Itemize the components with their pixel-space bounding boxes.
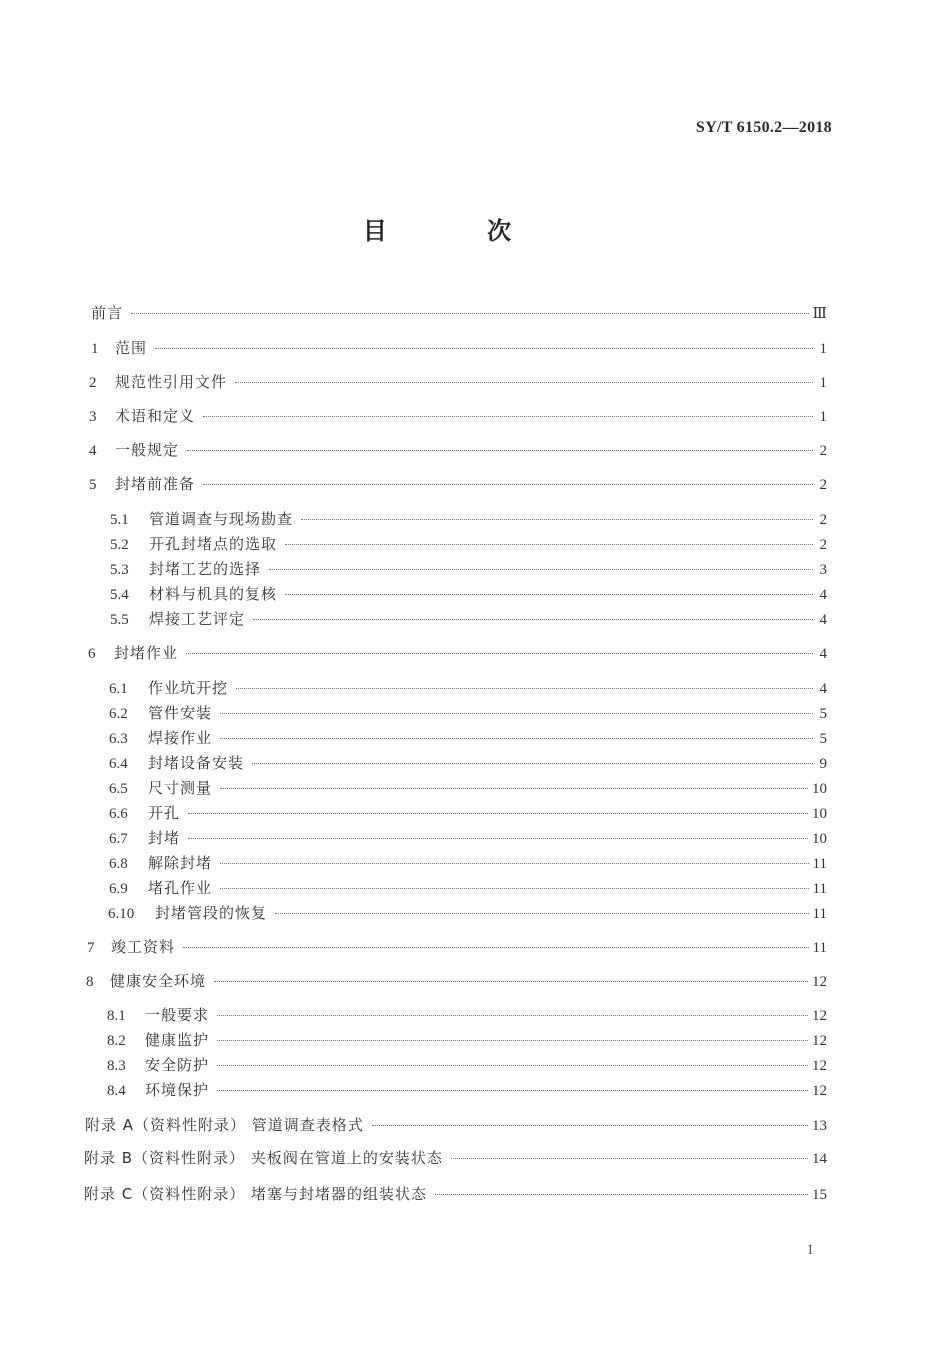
toc-label: 健康安全环境 <box>110 972 207 990</box>
dot-leader <box>203 416 813 417</box>
dot-leader <box>220 863 809 864</box>
toc-number: 1 <box>91 341 99 357</box>
toc-page: 4 <box>819 612 827 628</box>
toc-page: 4 <box>819 681 827 697</box>
toc-label: 开孔封堵点的选取 <box>149 535 278 553</box>
toc-number: 8.1 <box>107 1008 126 1024</box>
toc-entry[interactable] <box>109 878 827 898</box>
toc-entry-preface[interactable] <box>91 303 827 323</box>
toc-number: 5 <box>89 477 97 493</box>
toc-page: 12 <box>812 1058 827 1074</box>
toc-label: 附录 A（资料性附录） 管道调查表格式 <box>85 1116 364 1134</box>
dot-leader <box>188 813 808 814</box>
toc-entry[interactable] <box>109 803 827 823</box>
toc-page: 12 <box>812 974 827 990</box>
toc-label: 焊接作业 <box>148 729 213 747</box>
dot-leader <box>301 519 813 520</box>
toc-page: 4 <box>819 646 827 662</box>
toc-entry[interactable] <box>89 474 827 494</box>
toc-entry[interactable] <box>109 778 827 798</box>
toc-entry[interactable] <box>107 1055 827 1075</box>
toc-page: 3 <box>819 562 827 578</box>
toc-number: 6.2 <box>109 706 128 722</box>
toc-entry[interactable] <box>89 372 827 392</box>
dot-leader <box>435 1194 808 1195</box>
toc-page: 2 <box>819 477 827 493</box>
toc-label: 管件安装 <box>148 704 213 722</box>
toc-label: 前言 <box>91 304 124 322</box>
toc-number: 8.3 <box>107 1058 126 1074</box>
dot-leader <box>372 1125 808 1126</box>
toc-page: 5 <box>819 706 827 722</box>
toc-entry[interactable] <box>86 971 827 991</box>
toc-label: 规范性引用文件 <box>115 373 228 391</box>
toc-number: 6.10 <box>108 906 135 922</box>
toc-page: 11 <box>812 906 827 922</box>
toc-label: 安全防护 <box>145 1056 210 1074</box>
toc-label: 健康监护 <box>145 1031 210 1049</box>
toc-page: 12 <box>812 1033 827 1049</box>
toc-label: 解除封堵 <box>148 854 213 872</box>
toc-page: 10 <box>812 806 827 822</box>
toc-label: 环境保护 <box>145 1081 210 1099</box>
page-title: 目 次 <box>362 217 558 245</box>
toc-entry[interactable] <box>110 609 827 629</box>
toc-page: 2 <box>819 512 827 528</box>
toc-number: 6.9 <box>109 881 128 897</box>
toc-entry[interactable] <box>110 559 827 579</box>
dot-leader <box>236 688 813 689</box>
toc-entry[interactable] <box>110 534 827 554</box>
toc-entry-appendix-b[interactable] <box>84 1148 827 1168</box>
dot-leader <box>203 484 813 485</box>
toc-page: 11 <box>812 940 827 956</box>
toc-label: 术语和定义 <box>115 407 196 425</box>
toc-label: 一般规定 <box>115 441 180 459</box>
dot-leader <box>188 838 808 839</box>
toc-number: 5.5 <box>110 612 129 628</box>
toc-number: 8.4 <box>107 1083 126 1099</box>
toc-entry[interactable] <box>109 703 827 723</box>
toc-label: 管道调查与现场勘查 <box>149 510 294 528</box>
toc-page: 5 <box>819 731 827 747</box>
dot-leader <box>275 913 809 914</box>
toc-page: 10 <box>812 781 827 797</box>
dot-leader <box>214 981 808 982</box>
toc-number: 3 <box>89 409 97 425</box>
toc-number: 5.3 <box>110 562 129 578</box>
toc-label: 范围 <box>115 339 148 357</box>
toc-label: 竣工资料 <box>111 938 176 956</box>
toc-number: 6.4 <box>109 756 128 772</box>
dot-leader <box>220 788 808 789</box>
toc-number: 5.4 <box>110 587 129 603</box>
toc-label: 焊接工艺评定 <box>149 610 246 628</box>
toc-page: 4 <box>819 587 827 603</box>
toc-entry[interactable] <box>107 1005 827 1025</box>
toc-entry[interactable] <box>91 338 827 358</box>
toc-page: 10 <box>812 831 827 847</box>
dot-leader <box>217 1065 808 1066</box>
toc-label: 封堵工艺的选择 <box>149 560 262 578</box>
toc-page: 15 <box>812 1187 827 1203</box>
toc-entry[interactable] <box>107 1030 827 1050</box>
toc-number: 4 <box>89 443 97 459</box>
toc-label: 附录 C（资料性附录） 堵塞与封堵器的组装状态 <box>84 1185 428 1203</box>
toc-page: 2 <box>819 443 827 459</box>
dot-leader <box>285 544 813 545</box>
toc-number: 8.2 <box>107 1033 126 1049</box>
toc-label: 附录 B（资料性附录） 夹板阀在管道上的安装状态 <box>84 1149 443 1167</box>
toc-page: 1 <box>819 409 827 425</box>
toc-entry[interactable] <box>109 678 827 698</box>
dot-leader <box>183 947 809 948</box>
toc-entry[interactable] <box>87 937 827 957</box>
toc-label: 尺寸测量 <box>148 779 213 797</box>
toc-number: 6.7 <box>109 831 128 847</box>
toc-number: 2 <box>89 375 97 391</box>
toc-entry[interactable] <box>107 1080 827 1100</box>
toc-number: 6.3 <box>109 731 128 747</box>
toc-number: 8 <box>86 974 94 990</box>
standard-number: SY/T 6150.2—2018 <box>695 119 832 136</box>
page-number: I <box>808 1243 813 1258</box>
toc-label: 封堵作业 <box>114 644 179 662</box>
toc-number: 7 <box>87 940 95 956</box>
dot-leader <box>285 594 813 595</box>
toc-entry[interactable] <box>110 584 827 604</box>
toc-page: 12 <box>812 1083 827 1099</box>
toc-entry[interactable] <box>109 753 827 773</box>
dot-leader <box>269 569 813 570</box>
dot-leader <box>131 313 809 314</box>
dot-leader <box>451 1158 808 1159</box>
toc-number: 5.1 <box>110 512 129 528</box>
toc-page: 2 <box>819 537 827 553</box>
toc-label: 封堵设备安装 <box>148 754 245 772</box>
toc-number: 6.8 <box>109 856 128 872</box>
dot-leader <box>186 653 813 654</box>
toc-label: 封堵 <box>148 829 181 847</box>
dot-leader <box>253 619 813 620</box>
toc-number: 5.2 <box>110 537 129 553</box>
toc-entry[interactable] <box>110 509 827 529</box>
toc-label: 堵孔作业 <box>148 879 213 897</box>
toc-page: 13 <box>812 1118 827 1134</box>
dot-leader <box>155 348 813 349</box>
toc-page: 1 <box>819 341 827 357</box>
dot-leader <box>235 382 813 383</box>
toc-label: 一般要求 <box>145 1006 210 1024</box>
toc-number: 6.6 <box>109 806 128 822</box>
toc-entry[interactable] <box>89 406 827 426</box>
toc-entry-appendix-a[interactable] <box>85 1115 827 1135</box>
toc-label: 材料与机具的复核 <box>149 585 278 603</box>
toc-entry[interactable] <box>88 643 827 663</box>
toc-page: 9 <box>819 756 827 772</box>
toc-page: 1 <box>819 375 827 391</box>
toc-entry[interactable] <box>109 728 827 748</box>
dot-leader <box>252 763 813 764</box>
toc-number: 6 <box>88 646 96 662</box>
toc-label: 封堵前准备 <box>115 475 196 493</box>
toc-label: 开孔 <box>148 804 181 822</box>
toc-label: 作业坑开挖 <box>148 679 229 697</box>
toc-number: 6.5 <box>109 781 128 797</box>
dot-leader <box>217 1015 808 1016</box>
toc-page: 12 <box>812 1008 827 1024</box>
toc-page: 14 <box>812 1151 827 1167</box>
toc-page: 11 <box>812 881 827 897</box>
dot-leader <box>220 713 813 714</box>
dot-leader <box>220 738 813 739</box>
dot-leader <box>217 1040 808 1041</box>
toc-entry[interactable] <box>108 903 827 923</box>
toc-entry[interactable] <box>109 828 827 848</box>
toc-entry[interactable] <box>109 853 827 873</box>
dot-leader <box>220 888 809 889</box>
toc-entry[interactable] <box>89 440 827 460</box>
toc-entry-appendix-c[interactable] <box>84 1184 827 1204</box>
toc-number: 6.1 <box>109 681 128 697</box>
toc-label: 封堵管段的恢复 <box>155 904 268 922</box>
dot-leader <box>187 450 813 451</box>
toc-page: 11 <box>812 856 827 872</box>
dot-leader <box>217 1090 808 1091</box>
toc-page: Ⅲ <box>812 306 827 322</box>
